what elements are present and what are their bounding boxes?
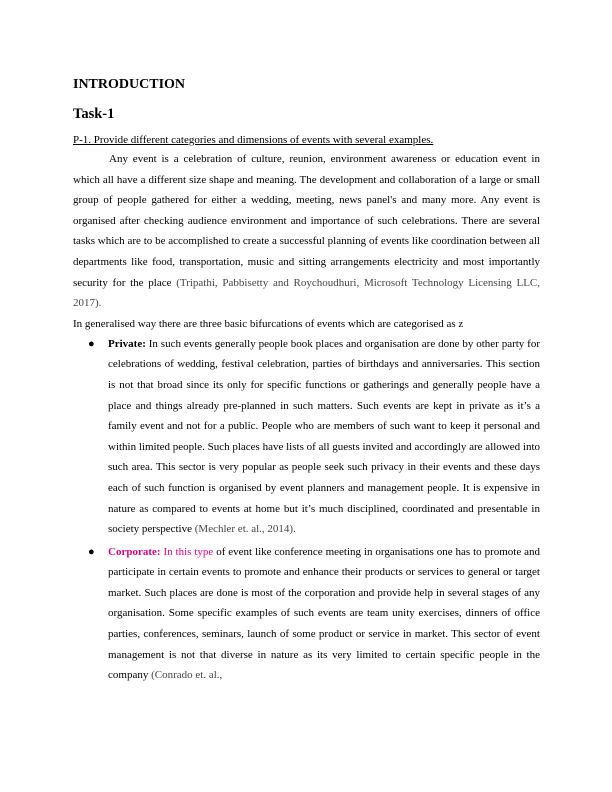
section-heading: INTRODUCTION xyxy=(73,77,186,92)
private-text: In such events generally people book places and organisation are done by other party for celebrations of wedding, festival celebration, parties of birthdays and anniversaries. This section is not that broad since its only for specific functions or gatherings and generally people have a place and things already pre-planned in such matters. Such events are kept in private as it’s a family event and not for a public. People who are members of such want to keep it personal and within limited people. Such places have lists of all guests invited and accordingly are allowed into such area. This sector is very popular as people seek such privacy in their events and these days each of such function is organised by event planners and management people. It is expensive in nature as compared to events at home but it’s much disciplined, coordinated and presentable in society perspective xyxy=(108,337,540,536)
page-content xyxy=(73,76,540,686)
intro-citation: (Tripathi, Pabbisetty and Roychoudhuri, Microsoft Technology Licensing LLC, 2017). xyxy=(73,276,540,310)
corporate-term: Corporate: xyxy=(108,545,161,558)
p1-title: P-1. Provide different categories and dimensions of events with several examples. xyxy=(73,134,434,146)
bullet-icon: ● xyxy=(88,545,95,558)
list-item-private xyxy=(73,334,540,540)
list-item-corporate xyxy=(73,542,540,686)
corporate-lead: In this type xyxy=(163,545,214,558)
private-term: Private: xyxy=(108,337,146,350)
intro-paragraph xyxy=(73,149,540,314)
generalised-line: In generalised way there are three basic bifurcations of events which are categorised as z xyxy=(73,317,464,330)
event-category-list xyxy=(73,334,540,686)
corporate-text: of event like conference meeting in organisations one has to promote and participate in certain events to promote and enhance their products or services to general or target market. Such places are done is most of the corporation and provide help in several stages of any organisation. Some specific examples of such events are team unity exercises, dinners of office parties, conferences, seminars, launch of some product or service in market. This sector of event management is not that diverse in nature as its very limited to certain specific people in the company xyxy=(108,545,541,682)
private-citation: (Mechler et. al., 2014). xyxy=(194,523,296,536)
bullet-icon: ● xyxy=(88,337,95,350)
intro-paragraph-text: Any event is a celebration of culture, reunion, environment awareness or education event in which all have a different size shape and meaning. The development and collaboration of a large or small group of people gathered for either a wedding, meeting, news panel's and many more. Any event is organised after checking audience environment and importance of such celebrations. There are several tasks which are to be accomplished to create a successful planning of events like coordination between all departments like food, transportation, music and sitting arrangements electricity and most importantly security for the place xyxy=(73,153,540,289)
corporate-citation: (Conrado et. al., xyxy=(151,669,223,682)
task-heading: Task-1 xyxy=(73,106,115,122)
